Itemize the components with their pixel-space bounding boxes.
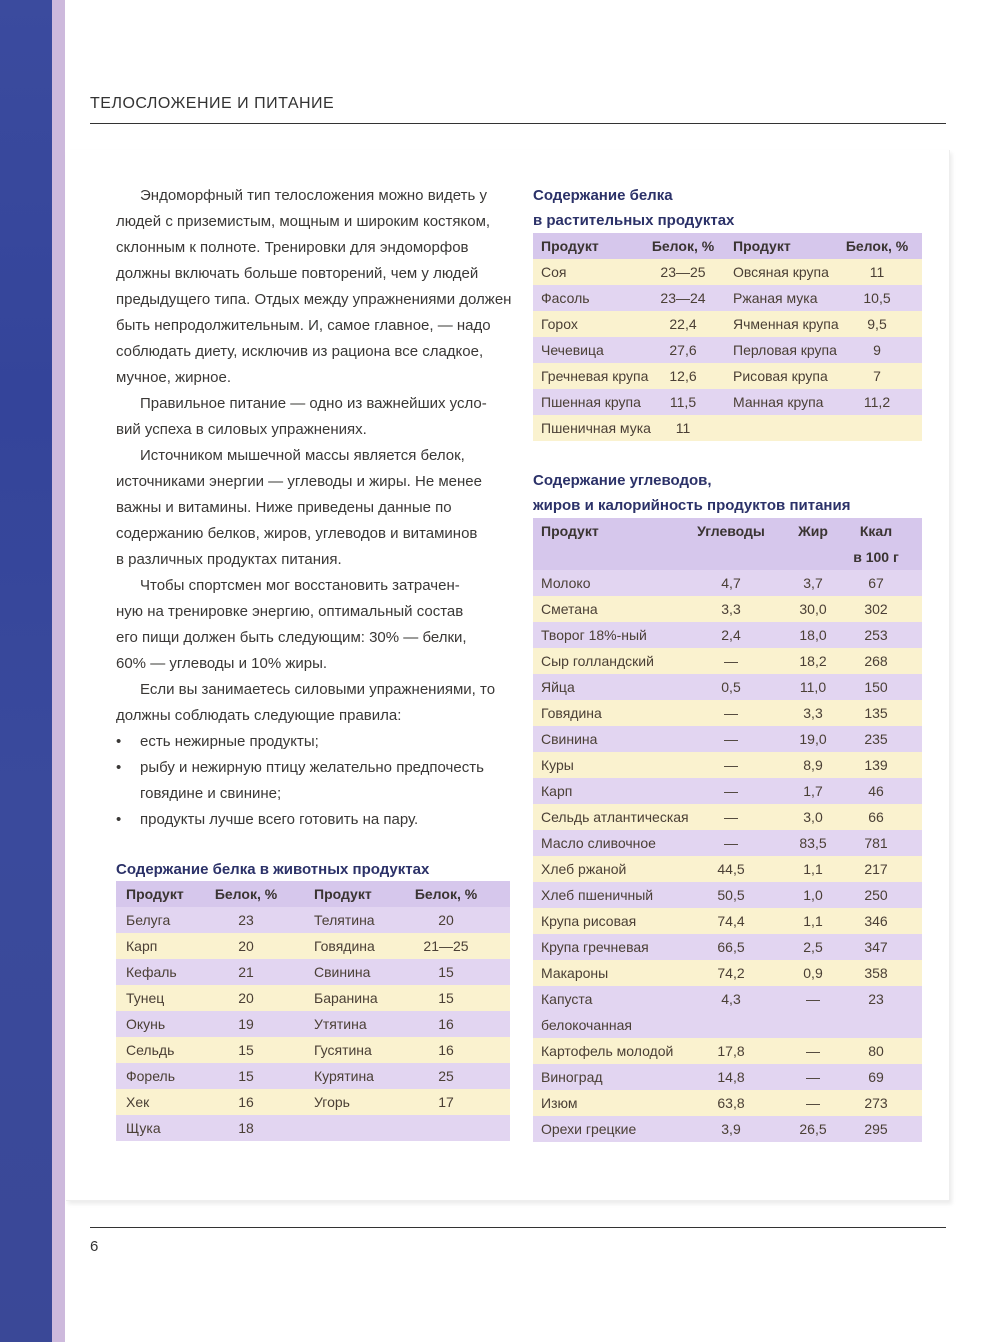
value-cell: —	[724, 653, 738, 669]
value-cell: —	[806, 1095, 820, 1111]
text-line: соблюдать диету, исключив из рациона все сладкое,	[116, 343, 484, 360]
paragraph	[116, 677, 516, 729]
value-cell: 18	[238, 1120, 254, 1136]
value-cell: 26,5	[799, 1121, 827, 1137]
value-cell: 66,5	[717, 939, 745, 955]
column-header: Углеводы	[697, 523, 765, 539]
value-cell: 25	[438, 1068, 454, 1084]
value-cell: 273	[864, 1095, 888, 1111]
running-header: ТЕЛОСЛОЖЕНИЕ И ПИТАНИЕ	[90, 95, 335, 112]
text-line: важны и витамины. Ниже приведены данные по	[116, 499, 452, 516]
value-cell: 358	[864, 965, 888, 981]
product-name: Чечевица	[541, 342, 604, 358]
value-cell: 17	[438, 1094, 454, 1110]
nutrition-table	[533, 518, 922, 1142]
product-name: Угорь	[314, 1094, 350, 1110]
value-cell: —	[724, 705, 738, 721]
value-cell: 0,5	[721, 679, 741, 695]
value-cell: 19	[238, 1016, 254, 1032]
body-text	[116, 183, 516, 833]
value-cell: 253	[864, 627, 888, 643]
value-cell: 1,1	[803, 861, 823, 877]
value-cell: 9	[873, 342, 881, 358]
table-row	[533, 726, 922, 752]
table-row	[533, 1090, 922, 1116]
value-cell: 8,9	[803, 757, 823, 773]
value-cell: 14,8	[717, 1069, 745, 1085]
column-header: Жир	[798, 523, 828, 539]
column-header: Продукт	[541, 238, 599, 254]
value-cell: —	[724, 731, 738, 747]
table-row	[116, 959, 510, 985]
value-cell: 23	[868, 991, 884, 1007]
table-header-row	[533, 233, 922, 259]
value-cell: 23	[238, 912, 254, 928]
decorative-photo-strip	[0, 0, 52, 1342]
text-line: в различных продуктах питания.	[116, 551, 342, 568]
value-cell: —	[806, 991, 820, 1007]
table-row	[116, 1037, 510, 1063]
product-name: Манная крупа	[733, 394, 824, 410]
value-cell: 80	[868, 1043, 884, 1059]
text-line: содержанию белков, жиров, углеводов и витаминов	[116, 525, 478, 542]
value-cell: 23—24	[660, 290, 706, 306]
product-name: Курятина	[314, 1068, 374, 1084]
value-cell: 139	[864, 757, 888, 773]
text-line: Чтобы спортсмен мог восстановить затрачен-	[140, 577, 460, 594]
table-row	[116, 985, 510, 1011]
value-cell: 15	[438, 964, 454, 980]
table-row	[533, 570, 922, 596]
table-row	[533, 752, 922, 778]
table-row	[533, 337, 922, 363]
value-cell: 50,5	[717, 887, 745, 903]
product-name: Свинина	[541, 731, 598, 747]
value-cell: 781	[864, 835, 888, 851]
table-row	[533, 622, 922, 648]
column-header: Продукт	[541, 523, 599, 539]
value-cell: 11	[675, 420, 691, 436]
bullet-item	[116, 755, 516, 807]
carb-table-title-line-2: жиров и калорийность продуктов питания	[533, 497, 851, 514]
value-cell: 19,0	[799, 731, 827, 747]
table-row	[116, 933, 510, 959]
value-cell: —	[724, 783, 738, 799]
product-name: Орехи грецкие	[541, 1121, 637, 1137]
table-row	[116, 1011, 510, 1037]
table-row	[533, 389, 922, 415]
text-line: вий успеха в силовых упражнениях.	[116, 421, 367, 438]
table-header-row	[116, 881, 510, 907]
product-name: Хек	[126, 1094, 150, 1110]
plant-table-title-line-1: Содержание белка	[533, 187, 673, 204]
bullet-item	[116, 729, 516, 755]
product-name: Свинина	[314, 964, 371, 980]
table-row	[533, 1064, 922, 1090]
value-cell: 1,7	[803, 783, 823, 799]
value-cell: 250	[864, 887, 888, 903]
value-cell: 235	[864, 731, 888, 747]
product-name: Щука	[126, 1120, 161, 1136]
table-row	[533, 986, 922, 1038]
paragraph	[116, 391, 516, 443]
text-line: предыдущего типа. Отдых между упражнениями должен	[116, 291, 512, 308]
value-cell: 7	[873, 368, 881, 384]
column-header: Белок, %	[414, 886, 478, 902]
product-name: Белуга	[126, 912, 171, 928]
value-cell: 12,6	[669, 368, 697, 384]
bullet-line: • продукты лучше всего готовить на пару.	[116, 807, 516, 833]
value-cell: 135	[864, 705, 888, 721]
value-cell: 295	[864, 1121, 888, 1137]
paragraph	[116, 443, 516, 573]
value-cell: 10,5	[863, 290, 891, 306]
value-cell: 346	[864, 913, 888, 929]
value-cell: 30,0	[799, 601, 827, 617]
table-row	[533, 648, 922, 674]
product-name: Масло сливочное	[541, 835, 656, 851]
value-cell: 3,7	[803, 575, 823, 591]
table-row	[533, 674, 922, 700]
product-name: Сельдь	[126, 1042, 175, 1058]
product-name: Сыр голландский	[541, 653, 654, 669]
product-name: Куры	[541, 757, 574, 773]
carb-table-title-line-1: Содержание углеводов,	[533, 472, 712, 489]
table-row	[533, 934, 922, 960]
paragraph	[116, 183, 516, 391]
value-cell: —	[724, 809, 738, 825]
value-cell: 2,5	[803, 939, 823, 955]
value-cell: 16	[438, 1016, 454, 1032]
text-line: мучное, жирное.	[116, 369, 231, 386]
product-name: Горох	[541, 316, 578, 332]
value-cell: 20	[238, 990, 254, 1006]
value-cell: 9,5	[867, 316, 887, 332]
value-cell: 150	[864, 679, 888, 695]
value-cell: 3,0	[803, 809, 823, 825]
table-row	[533, 960, 922, 986]
value-cell: 11	[869, 264, 885, 280]
value-cell: 3,9	[721, 1121, 741, 1137]
bullet-item	[116, 807, 516, 833]
table-row	[533, 596, 922, 622]
text-line: Эндоморфный тип телосложения можно видеть у	[140, 187, 487, 204]
table-row	[533, 700, 922, 726]
column-header: Продукт	[126, 886, 184, 902]
product-name: Хлеб ржаной	[541, 861, 627, 877]
value-cell: —	[724, 835, 738, 851]
table-row	[116, 1089, 510, 1115]
text-line: Источником мышечной массы является белок,	[140, 447, 465, 464]
text-line: быть непродолжительным. И, самое главное, — надо	[116, 317, 491, 334]
bullet-line: • есть нежирные продукты;	[116, 729, 516, 755]
value-cell: 3,3	[721, 601, 741, 617]
value-cell: 67	[868, 575, 884, 591]
product-name: Овсяная крупа	[733, 264, 829, 280]
text-line: ную на тренировке энергию, оптимальный состав	[116, 603, 464, 620]
column-header: Белок, %	[845, 238, 909, 254]
table-row	[533, 804, 922, 830]
table-row	[533, 311, 922, 337]
product-name: Баранина	[314, 990, 378, 1006]
text-line: должны соблюдать следующие правила:	[116, 707, 402, 724]
product-name: Рисовая крупа	[733, 368, 828, 384]
table-row	[533, 363, 922, 389]
plant-protein-table	[533, 233, 922, 441]
plant-table-title-line-2: в растительных продуктах	[533, 212, 735, 229]
value-cell: 11,0	[799, 679, 827, 695]
value-cell: 268	[864, 653, 888, 669]
header-rule	[90, 123, 946, 124]
animal-table-title: Содержание белка в животных продуктах	[116, 861, 430, 878]
table-row	[533, 259, 922, 285]
value-cell: 302	[864, 601, 888, 617]
product-name: Макароны	[541, 965, 609, 981]
value-cell: 63,8	[717, 1095, 745, 1111]
value-cell: 11,5	[669, 394, 697, 410]
product-name: Сметана	[541, 601, 598, 617]
value-cell: 27,6	[669, 342, 697, 358]
value-cell: 11,2	[863, 394, 891, 410]
value-cell: 46	[868, 783, 884, 799]
product-name: Сельдь атлантическая	[541, 809, 689, 825]
column-header: Продукт	[733, 238, 791, 254]
product-name-continued: белокочанная	[541, 1017, 632, 1033]
animal-protein-table	[116, 881, 510, 1143]
value-cell: 1,0	[803, 887, 823, 903]
value-cell: 20	[238, 938, 254, 954]
value-cell: 15	[438, 990, 454, 1006]
bullet-line: говядине и свинине;	[140, 785, 282, 802]
footer-rule	[90, 1227, 946, 1228]
column-header: Продукт	[314, 886, 372, 902]
bullet-line: • рыбу и нежирную птицу желательно предпочесть	[116, 755, 516, 781]
product-name: Гусятина	[314, 1042, 372, 1058]
product-name: Виноград	[541, 1069, 603, 1085]
table-row	[533, 830, 922, 856]
value-cell: 4,7	[721, 575, 741, 591]
table-row	[533, 285, 922, 311]
table-row	[533, 778, 922, 804]
table-row	[116, 1115, 510, 1141]
page-number: 6	[90, 1238, 99, 1255]
value-cell: 23—25	[660, 264, 706, 280]
value-cell: 21	[238, 964, 254, 980]
product-name: Кефаль	[126, 964, 177, 980]
value-cell: 44,5	[717, 861, 745, 877]
value-cell: 16	[238, 1094, 254, 1110]
value-cell: —	[806, 1043, 820, 1059]
product-name: Говядина	[314, 938, 375, 954]
column-header: Белок, %	[214, 886, 278, 902]
value-cell: 217	[864, 861, 888, 877]
product-name: Форель	[126, 1068, 175, 1084]
text-line: склонным к полноте. Тренировки для эндоморфов	[116, 239, 469, 256]
decorative-lavender-strip	[52, 0, 65, 1342]
product-name: Ячменная крупа	[733, 316, 839, 332]
value-cell: 16	[438, 1042, 454, 1058]
product-name: Карп	[126, 938, 158, 954]
value-cell: 15	[238, 1068, 254, 1084]
column-header: в 100 г	[853, 549, 899, 565]
table-header-row	[533, 518, 922, 570]
product-name: Тунец	[126, 990, 165, 1006]
value-cell: 74,2	[717, 965, 745, 981]
product-name: Молоко	[541, 575, 591, 591]
column-header: Белок, %	[651, 238, 715, 254]
value-cell: 0,9	[803, 965, 823, 981]
value-cell: —	[724, 757, 738, 773]
text-line: его пищи должен быть следующим: 30% — белки,	[116, 629, 467, 646]
value-cell: 347	[864, 939, 888, 955]
product-name: Телятина	[314, 912, 375, 928]
text-line: источниками энергии — углеводы и жиры. Не менее	[116, 473, 482, 490]
value-cell: 69	[868, 1069, 884, 1085]
value-cell: 83,5	[799, 835, 827, 851]
product-name: Перловая крупа	[733, 342, 837, 358]
product-name: Пшенная крупа	[541, 394, 641, 410]
product-name: Яйца	[541, 679, 575, 695]
table-row	[533, 1038, 922, 1064]
value-cell: 22,4	[669, 316, 697, 332]
text-line: Правильное питание — одно из важнейших усло-	[140, 395, 487, 412]
table-row	[116, 1063, 510, 1089]
value-cell: 18,0	[799, 627, 827, 643]
value-cell: 20	[438, 912, 454, 928]
product-name: Картофель молодой	[541, 1043, 674, 1059]
product-name: Фасоль	[541, 290, 590, 306]
product-name: Изюм	[541, 1095, 578, 1111]
product-name: Крупа рисовая	[541, 913, 637, 929]
text-line: людей с приземистым, мощным и широким костяком,	[116, 213, 491, 230]
text-line: 60% — углеводы и 10% жиры.	[116, 655, 328, 672]
value-cell: 66	[868, 809, 884, 825]
value-cell: 74,4	[717, 913, 745, 929]
value-cell: 18,2	[799, 653, 827, 669]
product-name: Крупа гречневая	[541, 939, 649, 955]
text-line: Если вы занимаетесь силовыми упражнениями, то	[140, 681, 496, 698]
product-name: Утятина	[314, 1016, 367, 1032]
product-name: Пшеничная мука	[541, 420, 651, 436]
product-name: Творог 18%-ный	[541, 627, 647, 643]
table-row	[533, 1116, 922, 1142]
table-row	[116, 907, 510, 933]
product-name: Соя	[541, 264, 567, 280]
table-row	[533, 908, 922, 934]
value-cell: 3,3	[803, 705, 823, 721]
product-name: Ржаная мука	[733, 290, 818, 306]
product-name: Окунь	[126, 1016, 166, 1032]
table-row	[533, 882, 922, 908]
column-header: Ккал	[859, 523, 893, 539]
paragraph	[116, 573, 516, 677]
product-name: Карп	[541, 783, 573, 799]
value-cell: 21—25	[423, 938, 469, 954]
value-cell: 15	[238, 1042, 254, 1058]
table-row	[533, 415, 922, 441]
value-cell: 2,4	[721, 627, 741, 643]
value-cell: 4,3	[721, 991, 741, 1007]
product-name: Говядина	[541, 705, 602, 721]
product-name: Гречневая крупа	[541, 368, 649, 384]
text-line: должны включать больше повторений, чем у людей	[116, 265, 479, 282]
table-row	[533, 856, 922, 882]
product-name: Хлеб пшеничный	[541, 887, 654, 903]
value-cell: 1,1	[803, 913, 823, 929]
value-cell: —	[806, 1069, 820, 1085]
value-cell: 17,8	[717, 1043, 745, 1059]
product-name: Капуста	[541, 991, 593, 1007]
